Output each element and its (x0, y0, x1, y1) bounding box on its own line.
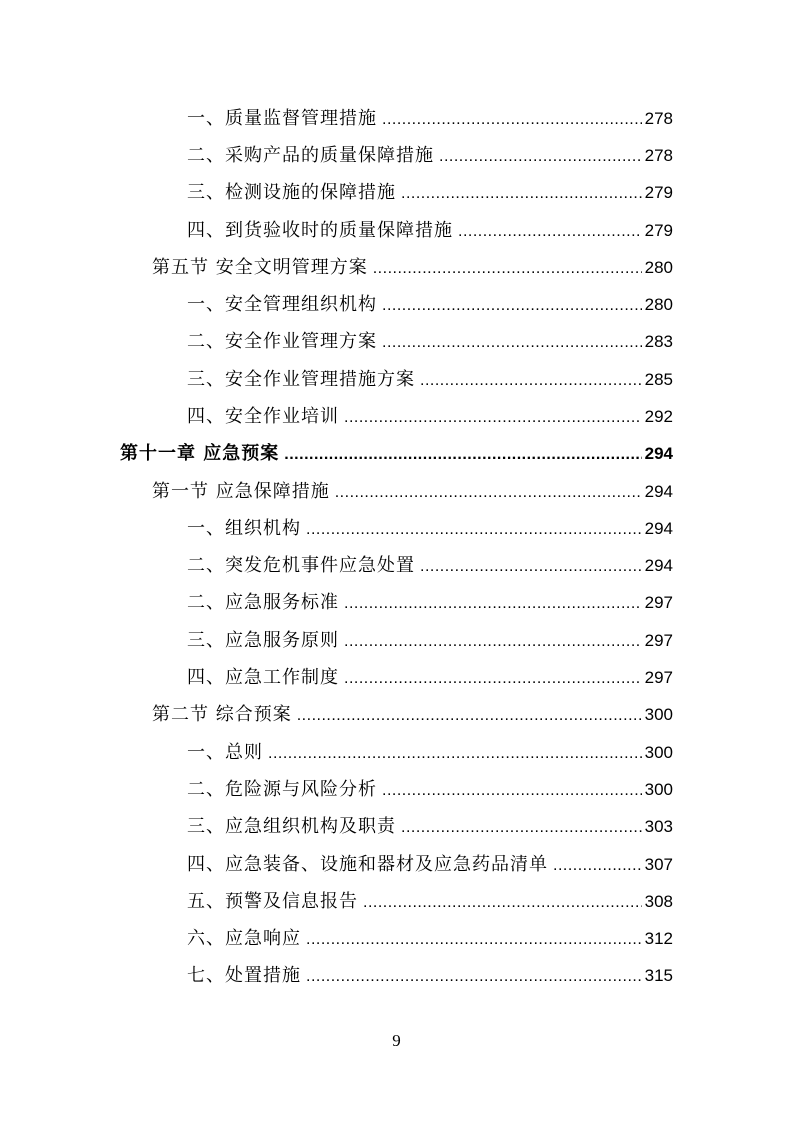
dot-leader (344, 591, 642, 616)
toc-entry[interactable] (187, 889, 673, 915)
toc-entry-label: 四、应急装备、设施和器材及应急药品清单 (187, 854, 548, 875)
dot-leader (439, 144, 642, 169)
toc-entry[interactable] (187, 628, 673, 654)
dot-leader (382, 107, 642, 132)
toc-entry-page: 300 (644, 743, 673, 762)
toc-entry-page: 280 (644, 295, 673, 314)
toc-entry[interactable] (187, 180, 673, 206)
toc-entry-page: 300 (644, 705, 673, 724)
toc-entry[interactable] (187, 814, 673, 840)
toc-entry-label: 一、组织机构 (187, 518, 301, 539)
toc-entry[interactable] (187, 516, 673, 542)
toc-entry[interactable] (187, 218, 673, 244)
toc-entry-page: 278 (644, 109, 673, 128)
dot-leader (382, 778, 642, 803)
toc-section-entry[interactable] (152, 255, 673, 281)
toc-entry-page: 308 (644, 892, 673, 911)
toc-entry-page: 283 (644, 332, 673, 351)
dot-leader (382, 293, 642, 318)
dot-leader (297, 703, 642, 728)
toc-entry-page: 278 (644, 146, 673, 165)
dot-leader (553, 853, 642, 878)
toc-entry-page: 279 (644, 183, 673, 202)
toc-entry-label: 二、危险源与风险分析 (187, 779, 377, 800)
dot-leader (284, 442, 641, 467)
toc-entry-label: 三、应急服务原则 (187, 630, 339, 651)
toc-entry-label: 五、预警及信息报告 (187, 891, 358, 912)
toc-entry-label: 三、检测设施的保障措施 (187, 182, 396, 203)
toc-entry[interactable] (187, 590, 673, 616)
toc-entry[interactable] (187, 740, 673, 766)
toc-entry-label: 三、安全作业管理措施方案 (187, 369, 415, 390)
dot-leader (335, 480, 642, 505)
toc-entry-label: 第五节 安全文明管理方案 (152, 257, 368, 278)
toc-entry-label: 一、总则 (187, 742, 263, 763)
dot-leader (344, 405, 642, 430)
toc-entry-page: 297 (644, 631, 673, 650)
toc-entry-page: 280 (644, 258, 673, 277)
dot-leader (382, 330, 642, 355)
toc-entry-label: 二、应急服务标准 (187, 592, 339, 613)
toc-entry[interactable] (187, 926, 673, 952)
toc-entry-page: 294 (644, 482, 673, 501)
toc-entry-page: 294 (644, 519, 673, 538)
toc-entry-page: 300 (644, 780, 673, 799)
toc-entry-label: 七、处置措施 (187, 965, 301, 986)
dot-leader (401, 181, 642, 206)
toc-entry-label: 第一节 应急保障措施 (152, 481, 330, 502)
dot-leader (306, 964, 642, 989)
dot-leader (344, 666, 642, 691)
toc-entry[interactable] (187, 777, 673, 803)
toc-entry[interactable] (187, 292, 673, 318)
toc-entry-page: 297 (644, 668, 673, 687)
toc-entry-label: 三、应急组织机构及职责 (187, 816, 396, 837)
toc-entry-label: 四、安全作业培训 (187, 406, 339, 427)
toc-entry[interactable] (187, 665, 673, 691)
toc-entry-label: 第二节 综合预案 (152, 704, 292, 725)
toc-entry-page: 294 (644, 556, 673, 575)
toc-entry-label: 二、突发危机事件应急处置 (187, 555, 415, 576)
dot-leader (373, 256, 642, 281)
dot-leader (420, 554, 642, 579)
dot-leader (344, 629, 642, 654)
toc-entry-label: 二、安全作业管理方案 (187, 331, 377, 352)
dot-leader (458, 219, 642, 244)
toc-entry-label: 四、到货验收时的质量保障措施 (187, 220, 453, 241)
toc-entry-page: 279 (644, 221, 673, 240)
page-number: 9 (392, 1031, 401, 1050)
dot-leader (401, 815, 642, 840)
toc-entry-page: 297 (644, 593, 673, 612)
toc-entry[interactable] (187, 367, 673, 393)
toc-entry[interactable] (187, 329, 673, 355)
toc-entry-page: 312 (644, 929, 673, 948)
dot-leader (306, 517, 642, 542)
toc-entry[interactable] (187, 106, 673, 132)
dot-leader (306, 927, 642, 952)
dot-leader (363, 890, 642, 915)
dot-leader (420, 368, 642, 393)
toc-entry[interactable] (187, 963, 673, 989)
toc-entry[interactable] (187, 404, 673, 430)
toc-entry-label: 一、质量监督管理措施 (187, 108, 377, 129)
toc-entry-label: 第十一章 应急预案 (120, 443, 280, 464)
toc-chapter-entry[interactable] (120, 441, 673, 467)
toc-entry-label: 一、安全管理组织机构 (187, 294, 377, 315)
toc-entry-label: 四、应急工作制度 (187, 667, 339, 688)
toc-entry-page: 307 (644, 855, 673, 874)
toc-entry-page: 292 (644, 407, 673, 426)
dot-leader (268, 741, 642, 766)
toc-entry-label: 二、采购产品的质量保障措施 (187, 145, 434, 166)
toc-entry-page: 303 (644, 817, 673, 836)
toc-entry[interactable] (187, 553, 673, 579)
toc-entry-page: 315 (644, 966, 673, 985)
toc-entry-page: 285 (644, 370, 673, 389)
toc-entry[interactable] (187, 852, 673, 878)
toc-section-entry[interactable] (152, 479, 673, 505)
toc-entry[interactable] (187, 143, 673, 169)
toc-entry-label: 六、应急响应 (187, 928, 301, 949)
toc-entry-page: 294 (644, 444, 673, 463)
toc-section-entry[interactable] (152, 702, 673, 728)
